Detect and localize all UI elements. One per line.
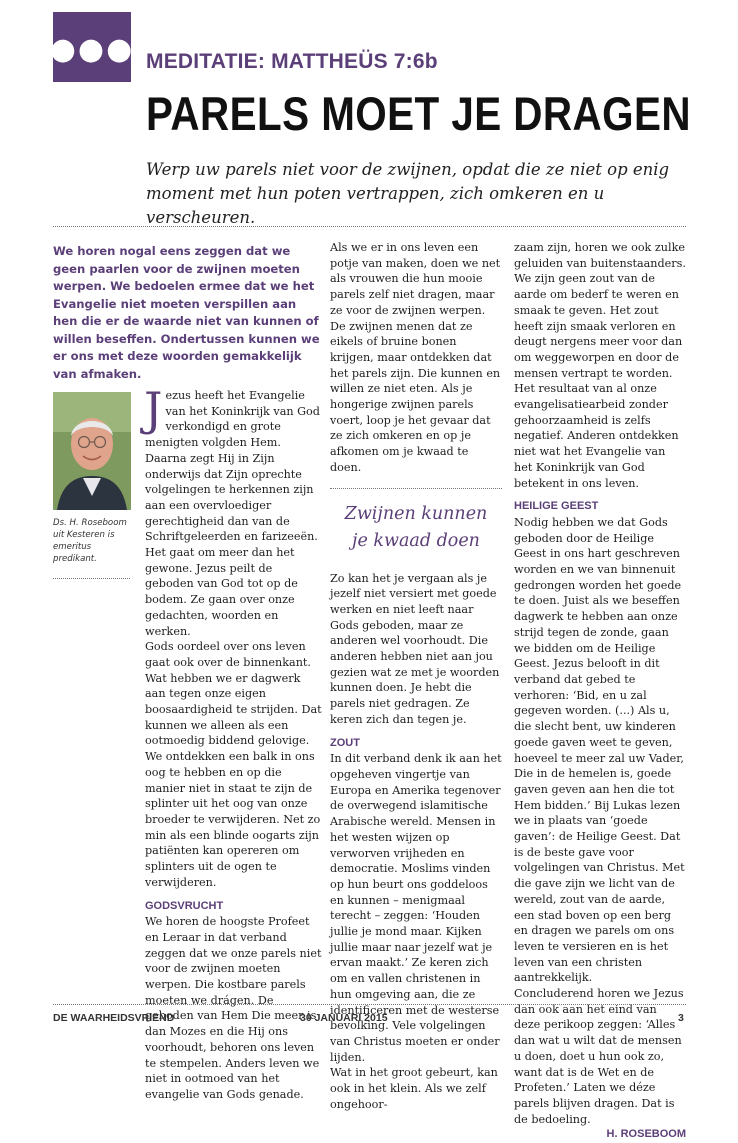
column-2 [330, 240, 502, 1112]
section-heading-zout: ZOUT [330, 736, 360, 749]
column-1 [144, 382, 323, 1103]
paragraph: Wat in het groot gebeurt, kan ook in het klein. Als we zelf ongehoor- [330, 1066, 498, 1111]
lead-paragraph: We horen nogal eens zeggen dat we geen paarlen voor de zwijnen moeten werpen. We bedoelen ermee dat we het Evangelie niet moeten verspillen aan hen die er de waarde niet van kunnen of willen beseffen. Ondertussen kunnen we er ons met deze woorden gemakkelijk van afmaken. [53, 244, 320, 381]
paragraph: Nodig hebben we dat Gods geboden door de Heilige Geest in ons hart geschreven worden en we van binnenuit gedrongen worden het goede te doen. Juist als we beseffen dagwerk te hebben aan onze strijd tegen de zonde, gaan we bidden om de Heilige Geest. Jezus belooft in dit verband dat gebed te verhoren: ‘Bid, en u zal gegeven worden. (...) Als u, die slecht bent, uw kinderen goede gaven weet te geven, hoeveel te meer zal uw Vader, Die in de hemelen is, goede gaven geven aan hen die tot Hem bidden.’ Bij Lukas lezen we in plaats van ‘goede gaven’: de Heilige Geest. Dat is de beste gave voor volgelingen van Christus. Met die gave zijn we licht van de wereld, zout van de aarde, een stad boven op een berg en dragen we parels om ons leven te versieren en is het leven van een christen aantrekkelijk. [514, 515, 685, 985]
author-signature: H. ROSEBOOM [606, 1128, 686, 1141]
paragraph: Zo kan het je vergaan als je jezelf niet versiert met goede werken en niet leeft naar Gods geboden, maar ze anderen wel voorhoudt. Die anderen hebben niet aan jou gezien wat ze met je woorden kunnen doen. Je hebt die parels niet gedragen. Ze keren zich dan tegen je. [330, 571, 500, 726]
paragraph: Als we er in ons leven een potje van maken, doen we net als vrouwen die hun mooie parels zelf niet dragen, maar ze voor de zwijnen werpen. De zwijnen menen dat ze eikels of bruine bonen krijgen, maar ontdekken dat het parels zijn. Die kunnen en willen ze niet eten. Als je hongerige zwijnen parels voert, loop je het gevaar dat ze zich omkeren en op je afkomen om je kwaad te doen. [330, 241, 501, 474]
caption-divider [53, 578, 130, 579]
footer-date: 30 JANUARI 2015 [300, 1012, 388, 1024]
paragraph: zaam zijn, horen we ook zulke geluiden van buitenstaanders. We zijn geen zout van de aarde om bederf te weren en smaak te geven. Het zout heeft zijn smaak verloren en deugt nergens meer voor dan om weggeworpen en door de mensen vertrapt te worden. [514, 241, 686, 380]
page-title: PARELS MOET JE DRAGEN [146, 87, 692, 140]
photo-caption: Ds. H. Roseboom uit Kesteren is emeritus predikant. [53, 518, 127, 564]
intro-verse: Werp uw parels niet voor de zwijnen, opdat die ze niet op enig moment met hun poten vertrappen, zich omkeren en u verscheuren. [146, 160, 670, 227]
paragraph: In dit verband denk ik aan het opgeheven vingertje van Europa en Amerika tegenover de overwegend islamitische Arabische wereld. Mensen in het westen wijzen op verworven vrijheden en democratie. Moslims vinden op hun beurt ons goddeloos en kunnen – menigmaal terecht – zeggen: ‘Houden jullie je mond maar. Kijken jullie maar naar jezelf wat je ervan maakt.’ Ze keren zich om en vallen christenen in hun omgeving aan, die ze identificeren met de westerse bevolking. Vele volgelingen van Christus moeten er onder lijden. [330, 752, 502, 1064]
kicker: MEDITATIE: MATTHEÜS 7:6b [146, 50, 438, 73]
paragraph: We horen de hoogste Profeet en Leraar in dat verband zeggen dat we onze parels niet voor de zwijnen moeten werpen. Die kostbare parels moeten we drágen. De geboden van Hem Die meer is dan Mozes en die Hij ons voorhoudt, behoren ons leven te stempelen. Anders leven we niet in ootmoed van het evangelie van Gods genade. [145, 915, 322, 1101]
author-photo [53, 392, 131, 510]
dropcap: J [144, 382, 163, 436]
column-3 [514, 240, 686, 1143]
paragraph: ezus heeft het Evangelie van het Koninkrijk van God verkondigd en grote menigten volgden Hem. Daarna zegt Hij in Zijn onderwijs dat Zijn oprechte volgelingen te herkennen zijn aan een overvloediger gerechtigheid dan van de Schriftgeleerden en farizeeën. Het gaat om meer dan het gewone. Jezus peilt de geboden van God tot op de bodem. Ze gaan over onze gedachten, woorden en werken. [145, 389, 320, 638]
footer-divider [53, 1004, 686, 1005]
paragraph: Concluderend horen we Jezus dan ook aan het eind van deze perikoop zeggen: ‘Alles dan wat u wilt dat de mensen u doen, doet u hun ook zo, want dat is de Wet en de Profeten.’ Laten we déze parels blijven dragen. Dat is de bedoeling. [514, 987, 684, 1126]
section-heading-heilige-geest: HEILIGE GEEST [514, 500, 599, 513]
top-divider [53, 226, 686, 227]
pullquote-divider-top [330, 488, 502, 489]
section-heading-godsvrucht: GODSVRUCHT [145, 899, 224, 912]
pull-quote-line: Zwijnen kunnen [344, 503, 488, 524]
ellipsis-icon: ●●● [49, 32, 135, 67]
paragraph: Gods oordeel over ons leven gaat ook over de binnenkant. Wat hebben we er dagwerk aan tegen onze eigen boosaardigheid te strijden. Dat kunnen we alleen als een ootmoedig biddend gelovige. We ontdekken een balk in ons oog te hebben en op die manier niet in staat te zijn de splinter uit het oog van onze broeder te verwijderen. Net zo min als een blinde oogarts zijn patiënten kan opereren om splinters uit de ogen te verwijderen. [145, 640, 322, 889]
portrait-icon [53, 392, 131, 510]
section-badge [49, 12, 135, 82]
pull-quote [330, 501, 502, 555]
pull-quote-line: je kwaad doen [352, 530, 480, 551]
paragraph: Het resultaat van al onze evangelisatiearbeid zonder gehoorzaamheid is zelfs negatief. Anderen ontdekken niet wat het Evangelie van het Koninkrijk van God betekent in ons leven. [514, 382, 679, 490]
page-number: 3 [678, 1012, 684, 1024]
footer-publication: DE WAARHEIDSVRIEND [53, 1012, 175, 1024]
